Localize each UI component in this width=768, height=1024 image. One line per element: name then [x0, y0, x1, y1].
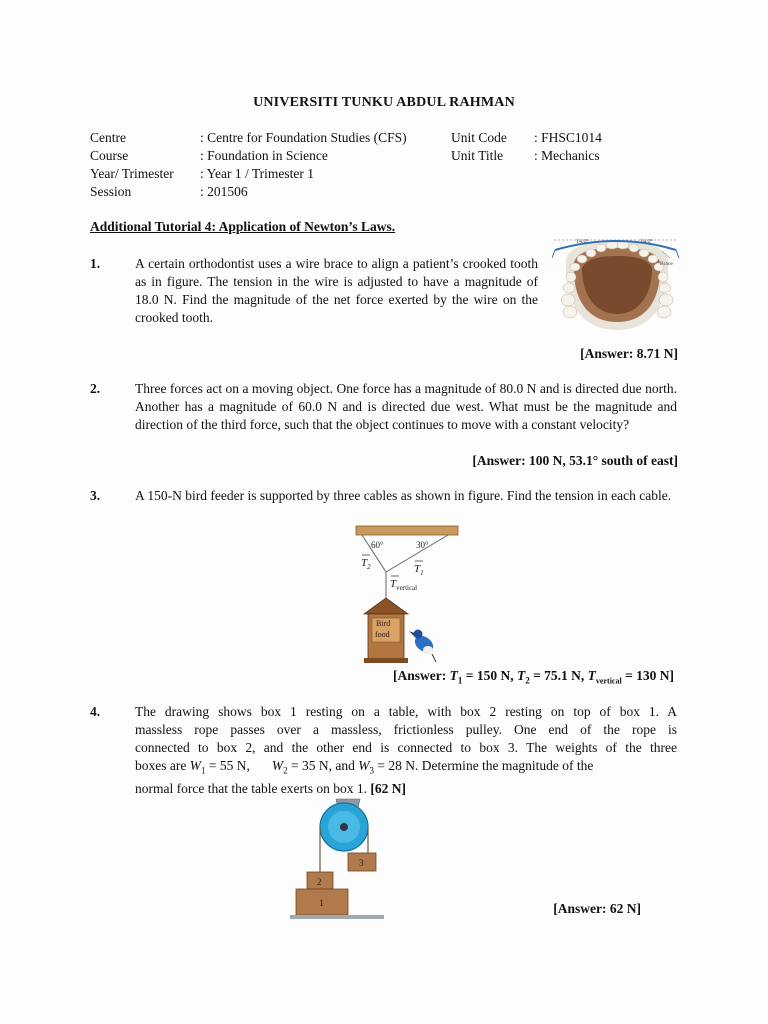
meta-value: : Year 1 / Trimester 1: [200, 166, 315, 181]
tutorial-title: Additional Tutorial 4: Application of Newton’s Laws.: [90, 219, 396, 234]
question-text: [135, 703, 677, 798]
tension-t1-label: $T_1$: [414, 563, 424, 577]
answer-3: [Answer: $T_1 = 150$ N, $T_2 = 75.1$ N, $T_{vertical} = 130$ N]: [393, 668, 674, 686]
meta-label: Centre: [90, 130, 126, 145]
box-1-label: 1: [319, 898, 324, 908]
tension-tvertical-label: $T_{vertical}$: [390, 578, 418, 592]
question-text: Three forces act on a moving object. One force has a magnitude of 80.0 N and is directed due north. Another has a magnitude of 60.0 N and is directed due west. What must be the magnitude and direction of the third force, such that the object continues to move with a constant velocity?: [135, 381, 677, 432]
university-title: UNIVERSITI TUNKU ABDUL RAHMAN: [253, 95, 515, 110]
bird-feeder-figure: [352, 522, 462, 666]
box-2-label: 2: [317, 877, 322, 887]
question-line: normal force that the table exerts on box 1. [62 N]: [135, 780, 407, 796]
question-number: 1.: [90, 256, 101, 271]
meta-value: : Centre for Foundation Studies (CFS): [200, 130, 407, 145]
angle-label-30: 30°: [416, 540, 429, 550]
brace-label: Brace: [660, 261, 673, 267]
dental-arch-figure: [552, 234, 682, 332]
question-number: 2.: [90, 381, 101, 396]
meta-label: Course: [90, 148, 129, 163]
question-line: connected to box 2, and the other end is connected to box 3. The weights of the three: [135, 740, 677, 755]
sign-line-1: Bird: [376, 619, 391, 628]
meta-label2: Unit Title: [451, 148, 504, 163]
box-3-label: 3: [359, 858, 364, 868]
angle-label-60: 60°: [371, 540, 384, 550]
answer-4: [Answer: 62 N]: [553, 901, 641, 916]
question-line: The drawing shows box 1 resting on a table, with box 2 resting on top of box 1. A: [135, 704, 677, 719]
question-line: massless rope passes over a massless, frictionless pulley. One end of the rope is: [135, 722, 677, 737]
sign-line-2: food: [375, 630, 390, 639]
angle-label-right: 14.0°: [640, 239, 653, 245]
meta-label2: Unit Code: [451, 130, 507, 145]
angle-label-left: 14.0°: [576, 239, 589, 245]
meta-label: Year/ Trimester: [90, 166, 174, 181]
answer-2: [Answer: 100 N, 53.1° south of east]: [472, 453, 678, 468]
bird-icon: [409, 630, 436, 663]
meta-value: : 201506: [200, 184, 248, 199]
question-line: boxes are $W_1 = 55$ N, $W_2 = 35$ N, and $W_3 = 28$ N. Determine the magnitude of the: [135, 758, 594, 776]
question-number: 4.: [90, 704, 101, 719]
question-text: A certain orthodontist uses a wire brace to align a patient’s crooked tooth as in figure. The tension in the wire is adjusted to have a magnitude of 18.0 N. Find the magnitude of the net force exerted by the wire on the crooked tooth.: [135, 256, 538, 325]
question-number: 3.: [90, 488, 101, 503]
meta-value2: : Mechanics: [534, 148, 600, 163]
meta-value: : Foundation in Science: [200, 148, 328, 163]
question-text: A 150-N bird feeder is supported by three cables as shown in figure. Find the tension in each cable.: [135, 488, 672, 503]
meta-label: Session: [90, 184, 132, 199]
answer-1: [Answer: 8.71 N]: [580, 346, 678, 361]
meta-value2: : FHSC1014: [534, 130, 602, 145]
tension-t2-label: $T_2$: [361, 557, 371, 571]
pulley-boxes-figure: [290, 797, 390, 923]
